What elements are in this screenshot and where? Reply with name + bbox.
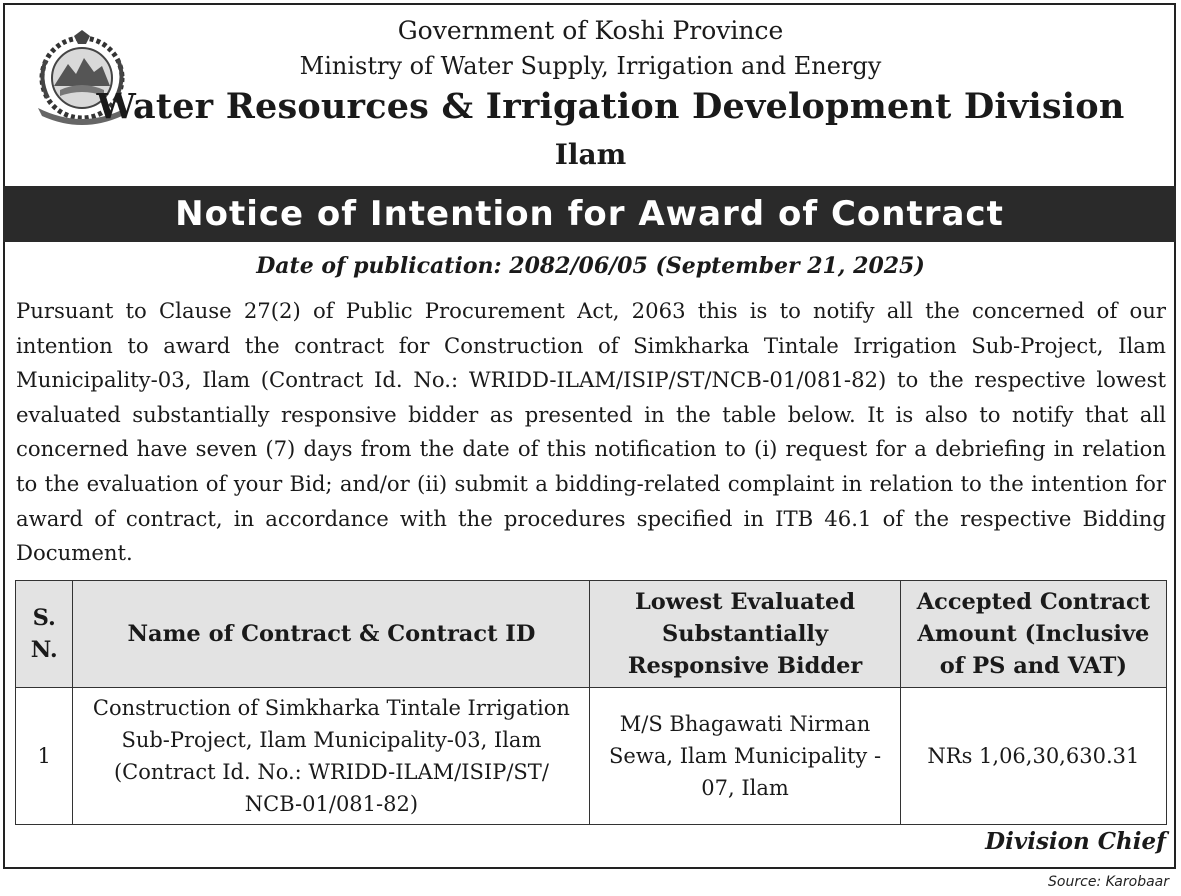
cell-bidder: M/S Bhagawati Nirman Sewa, Ilam Municipality - 07, Ilam	[590, 688, 900, 825]
table-header-row	[16, 581, 1167, 688]
table-row	[16, 688, 1167, 825]
cell-contract-name: Construction of Simkharka Tintale Irrigation Sub-Project, Ilam Municipality-03, Ilam (Contract Id. No.: WRIDD-ILAM/ISIP/ST/ NCB-01/081-82)	[73, 688, 590, 825]
division-location: Ilam	[554, 138, 627, 171]
award-table	[15, 580, 1167, 825]
notice-title: Notice of Intention for Award of Contract	[3, 186, 1176, 242]
header-amount: Accepted Contract Amount (Inclusive of PS and VAT)	[900, 581, 1166, 688]
government-name: Government of Koshi Province	[397, 16, 784, 45]
header-contract-name: Name of Contract & Contract ID	[73, 581, 590, 688]
ministry-name: Ministry of Water Supply, Irrigation and Energy	[299, 52, 882, 80]
source-credit: Source: Karobaar	[1048, 874, 1169, 890]
cell-sn: 1	[16, 688, 73, 825]
header-sn: S. N.	[16, 581, 73, 688]
publication-date: Date of publication: 2082/06/05 (September 21, 2025)	[256, 253, 925, 279]
notice-body: Pursuant to Clause 27(2) of Public Procurement Act, 2063 this is to notify all the concerned of our intention to award the contract for Construction of Simkharka Tintale Irrigation Sub-Project, Ilam Municipality-03, Ilam (Contract Id. No.: WRIDD-ILAM/ISIP/ST/NCB-01/081-82) to the respective lowest evaluated substantially responsive bidder as presented in the table below. It is also to notify that all concerned have seven (7) days from the date of this notification to (i) request for a debriefing in relation to the evaluation of your Bid; and/or (ii) submit a bidding-related complaint in relation to the intention for award of contract, in accordance with the procedures specified in ITB 46.1 of the respective Bidding Document.	[16, 298, 1166, 566]
header-bidder: Lowest Evaluated Substantially Responsive Bidder	[590, 581, 900, 688]
cell-amount: NRs 1,06,30,630.31	[900, 688, 1166, 825]
division-name: Water Resources & Irrigation Development Division	[96, 86, 1125, 127]
signoff: Division Chief	[985, 828, 1166, 855]
